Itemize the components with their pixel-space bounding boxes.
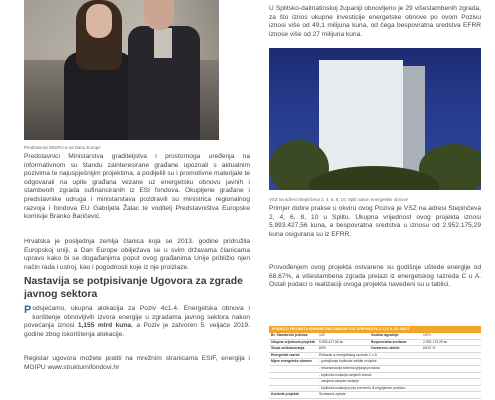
section-heading: Nastavija se potpisivanje Ugovora za zgrade javnog sektora <box>24 276 243 300</box>
drop-cap: P <box>24 304 32 316</box>
table-row <box>269 379 481 386</box>
allocation-text-pre: odsjećamo, ukupna alokacija za Poziv 4c1.4. Energetska obnova i korištenje obnovljivih izvora energije u zgradama javnog sektora nakon povećanja iznosi <box>24 305 250 330</box>
paragraph-croatia-eu: Hrvatska je posljednja zemlja članica koja se 2013. godine pridružila Europskoj uniji, a Dan Europe obilježava se u svim državama članicama upravo kako bi se događanjima poput ovog građanima Unije približio njen način rada i ustroj, kao i pogodnosti koje iz nje proizlaze. <box>24 238 250 271</box>
table-cell: 68,67 % <box>423 346 436 351</box>
table-cell: Korisnik projekta <box>271 392 299 397</box>
table-cell: Prelazak iz energetskog razreda C u A <box>319 352 377 357</box>
table-row <box>269 392 481 399</box>
paragraph-split-county: U Splitsko-dalmatinskoj županiji obnovljeno je 29 višestambenih zgrada, za što iznos ukupne investicije energetske obnove po ovom Pozivu iznosi više od 49,1 milijuna kuna, od čega bespovratna sredstva EFRR iznose više od 27 milijuna kuna. <box>269 5 481 38</box>
table-cell: Ukupna vrijednost projekta <box>271 339 315 344</box>
table-cell: Bespovratna sredstva <box>371 339 407 344</box>
table-cell: 1970. <box>423 333 432 337</box>
table-cell <box>269 373 317 379</box>
table-cell: Br. Stambenih jedinica <box>271 333 308 337</box>
photo-mgipu-representatives <box>24 0 219 140</box>
table-row <box>269 340 481 347</box>
table-row <box>269 359 481 366</box>
table-cell: Mjere energetske obnove <box>271 359 312 364</box>
table-row <box>269 346 481 353</box>
table-cell: 5.993.427,56 kn <box>319 339 344 344</box>
table-cell: Stopa sufinanciranja <box>271 346 305 351</box>
allocation-text-post: , a Poziv je zatvoren 5. veljače 2019. godine zbog iskorištenja alokacije. <box>24 322 250 338</box>
table-row <box>269 373 481 380</box>
table-cell: Ostvarene uštede <box>371 346 400 351</box>
table-cell <box>269 386 317 392</box>
table-cell: Godina izgradnje <box>371 333 399 337</box>
table-header: PODACI O PROJEKTU ENERGETSKE OBNOVE VSZ STEPINČEVA 2, 4, 6, 8, 10, SPLIT <box>269 326 481 333</box>
paragraph-energy-savings: Provođenjem ovog projekta ostvarene su godišnje uštede energije od 68,67%, a višestambena zgrada prelazi iz energetskog razreda C u A. Ostali podaci o realizaciji ovoga projekta navedeni su u tablici. <box>269 264 481 289</box>
table-cell: Energetski razred <box>271 352 300 357</box>
table-row <box>269 366 481 373</box>
table-row <box>269 353 481 360</box>
allocation-amount: 1,155 mlrd kuna <box>77 322 132 330</box>
table-cell: Suvlasnici zgrade <box>319 392 346 397</box>
table-cell: 120 <box>319 333 325 337</box>
table-cell <box>269 379 317 385</box>
table-cell: - zamjena vanjske stolarije <box>319 379 359 384</box>
table-cell: - toplinska izolacija poda prema tlu iti negrijanom prostoru <box>319 385 406 390</box>
table-cell: 60% <box>319 346 326 351</box>
project-data-table <box>269 326 481 399</box>
paragraph-good-practice: Primjer dobre prakse u okviru ovog Poziva je VSZ na adresi Stepinčeva 2, 4, 6, 8, 10 u Splitu. Ukupna vrijednost ovog projekta iznosi 5.993.427,56 kuna, a bespovratna sredstva u iznosu od 2.952.175,29 kuna osigurana su iz EFRR. <box>269 205 481 238</box>
photo-stepinceva-building <box>269 48 481 190</box>
photo-caption-left: Predstavnici MGIPU-a na Danu Europe <box>24 145 101 150</box>
table-cell: - toplinska izolacija vanjskih zidova <box>319 372 372 377</box>
table-cell: - rekonstrukcija sistema grijanja prostora <box>319 365 380 370</box>
table-cell: - poboljšanje toplinske zaštite ovojnice <box>319 359 377 364</box>
table-cell: 2.952.175,29 kn <box>423 339 448 344</box>
table-row <box>269 386 481 393</box>
paragraph-registry: Registar ugovora možete pratiti na mrežnim stranicama ESIF, energija i MGIPU www.strukturnifondovi.hr <box>24 355 250 371</box>
photo-caption-right: VSZ na adresi Stepinčeva 2, 4, 6, 8, 10, Split nakon energetske obnove <box>269 197 409 202</box>
table-cell <box>269 366 317 372</box>
table-row <box>269 333 481 340</box>
paragraph-allocation <box>24 305 250 339</box>
paragraph-intro: Predstavnici Ministarstva graditeljstva i prostornoga uređenja na informativnom su štandu zainteresirane građane upoznali s aktualnim pozivima te najuspješnijim projektima, a podijelili su i promotivne materijale te odgovarali na upite građana vezane uz energetsku obnovu javnih i stambenih zgrada sufinanciranih iz ESI fondova. Okupljene građane i predstavnike udruga i ministarstava pozdravili su ministrica regionalnog razvoja i fondova EU Gabrijela Žalac te voditelj Predstavništva Europske komisije Branko Baričević. <box>24 153 250 221</box>
